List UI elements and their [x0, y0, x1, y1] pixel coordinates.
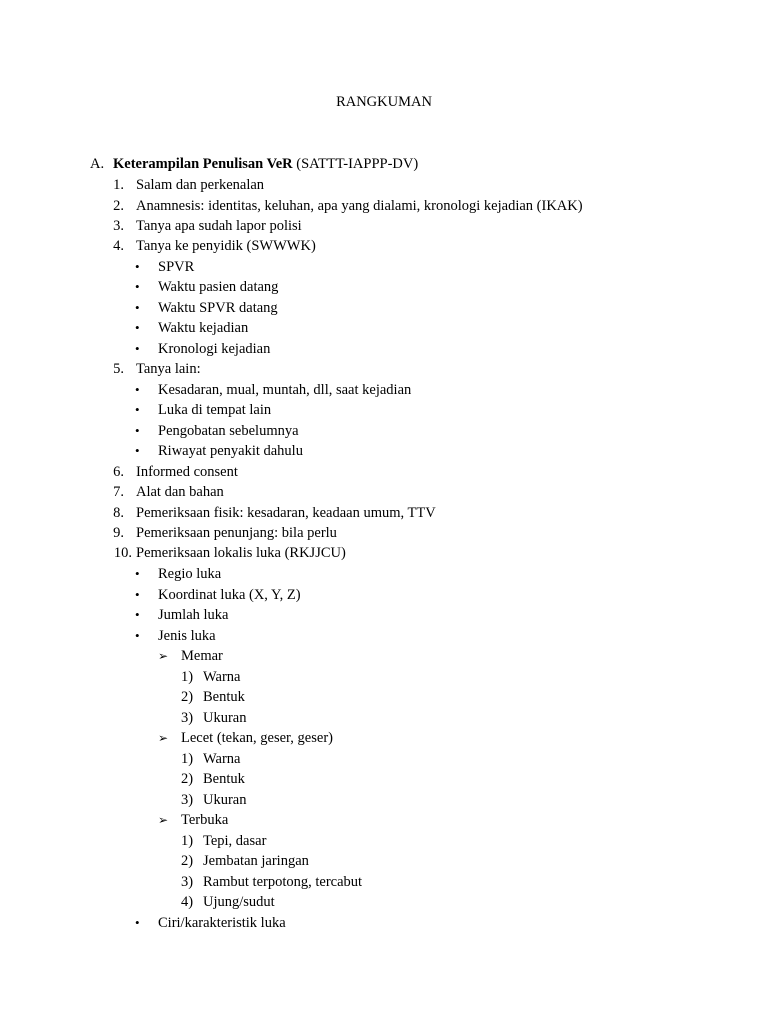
bullet-item: Kronologi kejadian — [158, 341, 271, 357]
sub-number: 1) — [181, 669, 194, 685]
bullet-icon: • — [135, 382, 140, 397]
list-item: Alat dan bahan — [136, 484, 224, 500]
bullet-item: Pengobatan sebelumnya — [158, 423, 299, 439]
list-item: Anamnesis: identitas, keluhan, apa yang dialami, kronologi kejadian (IKAK) — [136, 198, 583, 214]
sub-sub-item: Warna — [203, 751, 241, 767]
bullet-item: Waktu pasien datang — [158, 279, 279, 295]
bullet-icon: • — [135, 443, 140, 458]
bullet-icon: • — [135, 320, 140, 335]
bullet-item: Luka di tempat lain — [158, 402, 272, 418]
bullet-item: Jumlah luka — [158, 607, 229, 623]
list-number: 10. — [113, 545, 132, 561]
list-number: 1. — [113, 177, 124, 193]
list-item: Tanya apa sudah lapor polisi — [136, 218, 302, 234]
sub-sub-item: Ukuran — [203, 710, 247, 726]
bullet-icon: • — [135, 423, 140, 438]
bullet-item: Koordinat luka (X, Y, Z) — [158, 587, 301, 603]
sub-sub-item: Jembatan jaringan — [203, 853, 309, 869]
sub-number: 2) — [181, 853, 194, 869]
arrow-bullet-icon: ➢ — [158, 731, 169, 745]
sub-item: Lecet (tekan, geser, geser) — [181, 730, 333, 746]
bullet-icon: • — [135, 607, 140, 622]
section-letter: A. — [90, 156, 105, 172]
bullet-item: Kesadaran, mual, muntah, dll, saat kejadian — [158, 382, 412, 398]
sub-number: 1) — [181, 833, 194, 849]
sub-number: 1) — [181, 751, 194, 767]
bullet-item: Ciri/karakteristik luka — [158, 915, 286, 931]
sub-sub-item: Tepi, dasar — [203, 833, 267, 849]
section-heading — [113, 155, 418, 173]
bullet-item: Waktu SPVR datang — [158, 300, 278, 316]
bullet-icon: • — [135, 587, 140, 602]
sub-sub-item: Warna — [203, 669, 241, 685]
section-heading-code: (SATTT-IAPPP-DV) — [292, 156, 419, 172]
bullet-icon: • — [135, 279, 140, 294]
list-item: Pemeriksaan penunjang: bila perlu — [136, 525, 337, 541]
sub-item: Memar — [181, 648, 223, 664]
page-title: RANGKUMAN — [336, 94, 432, 110]
list-number: 2. — [113, 198, 124, 214]
sub-number: 3) — [181, 792, 194, 808]
sub-number: 2) — [181, 689, 194, 705]
bullet-item: SPVR — [158, 259, 195, 275]
list-number: 9. — [113, 525, 124, 541]
list-item: Tanya lain: — [136, 361, 201, 377]
arrow-bullet-icon: ➢ — [158, 649, 169, 663]
bullet-icon: • — [135, 566, 140, 581]
bullet-item: Riwayat penyakit dahulu — [158, 443, 303, 459]
sub-sub-item: Bentuk — [203, 689, 245, 705]
list-number: 4. — [113, 238, 124, 254]
bullet-icon: • — [135, 915, 140, 930]
sub-sub-item: Bentuk — [203, 771, 245, 787]
sub-item: Terbuka — [181, 812, 229, 828]
bullet-icon: • — [135, 402, 140, 417]
bullet-icon: • — [135, 341, 140, 356]
list-item: Pemeriksaan fisik: kesadaran, keadaan umum, TTV — [136, 505, 436, 521]
sub-sub-item: Ujung/sudut — [203, 894, 275, 910]
arrow-bullet-icon: ➢ — [158, 813, 169, 827]
bullet-icon: • — [135, 300, 140, 315]
list-item: Tanya ke penyidik (SWWWK) — [136, 238, 316, 254]
list-number: 7. — [113, 484, 124, 500]
list-item: Informed consent — [136, 464, 238, 480]
sub-sub-item: Rambut terpotong, tercabut — [203, 874, 363, 890]
section-heading-bold: Keterampilan Penulisan VeR — [113, 156, 293, 172]
sub-sub-item: Ukuran — [203, 792, 247, 808]
list-number: 6. — [113, 464, 124, 480]
sub-number: 3) — [181, 874, 194, 890]
bullet-item: Waktu kejadian — [158, 320, 249, 336]
sub-number: 4) — [181, 894, 194, 910]
list-number: 5. — [113, 361, 124, 377]
bullet-icon: • — [135, 628, 140, 643]
list-item: Salam dan perkenalan — [136, 177, 265, 193]
list-number: 3. — [113, 218, 124, 234]
list-item: Pemeriksaan lokalis luka (RKJJCU) — [136, 545, 346, 561]
bullet-item: Jenis luka — [158, 628, 216, 644]
bullet-icon: • — [135, 259, 140, 274]
sub-number: 2) — [181, 771, 194, 787]
bullet-item: Regio luka — [158, 566, 222, 582]
list-number: 8. — [113, 505, 124, 521]
sub-number: 3) — [181, 710, 194, 726]
